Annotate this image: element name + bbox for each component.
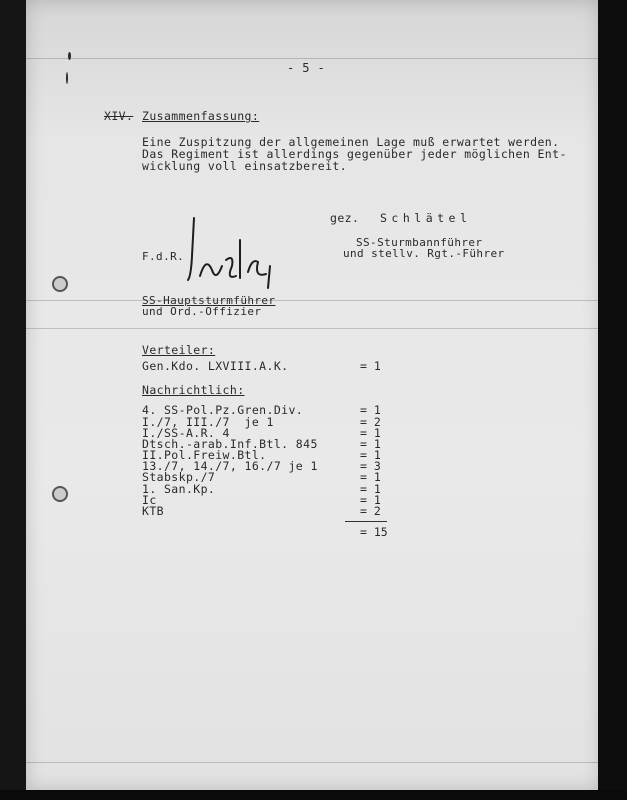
distribution-entry: 1. San.Kp. bbox=[142, 482, 216, 496]
distribution-entry: Stabskp./7 bbox=[142, 470, 216, 484]
body-line: wicklung voll einsatzbereit. bbox=[142, 159, 348, 173]
distribution-count: = 1 bbox=[360, 437, 381, 451]
section-title: Zusammenfassung: bbox=[142, 109, 260, 123]
fold-line bbox=[26, 58, 600, 59]
fold-line bbox=[26, 328, 600, 329]
punch-hole bbox=[52, 486, 68, 502]
verteiler-entry: Gen.Kdo. LXVIII.A.K. bbox=[142, 359, 289, 373]
ink-speck bbox=[68, 52, 71, 60]
distribution-entry: KTB bbox=[142, 504, 164, 518]
distribution-count: = 1 bbox=[360, 482, 381, 496]
sum-divider bbox=[345, 521, 387, 522]
body-line: Eine Zuspitzung der allgemeinen Lage muß erwartet werden. bbox=[142, 135, 560, 149]
ink-speck bbox=[66, 72, 68, 84]
scan-right-border bbox=[598, 0, 627, 800]
distribution-count: = 3 bbox=[360, 459, 381, 473]
body-line: Das Regiment ist allerdings gegenüber jeder möglichen Ent- bbox=[142, 147, 567, 161]
distribution-entry: II.Pol.Freiw.Btl. bbox=[142, 448, 267, 462]
page-number: - 5 - bbox=[287, 61, 326, 75]
nachrichtlich-heading: Nachrichtlich: bbox=[142, 383, 245, 397]
signatory-name: Schlätel bbox=[380, 211, 472, 225]
fdr-rank: SS-Hauptsturmführer bbox=[142, 294, 276, 307]
verteiler-heading: Verteiler: bbox=[142, 343, 216, 357]
signatory-rank: SS-Sturmbannführer bbox=[356, 236, 483, 249]
distribution-count: = 2 bbox=[360, 415, 381, 429]
distribution-entry: Dtsch.-arab.Inf.Btl. 845 bbox=[142, 437, 318, 451]
distribution-count: = 1 bbox=[360, 403, 381, 417]
fdr-role: und Ord.-Offizier bbox=[142, 305, 262, 318]
scan-bottom-border bbox=[0, 790, 627, 800]
distribution-count: = 1 bbox=[360, 426, 381, 440]
scan-left-border bbox=[0, 0, 26, 800]
distribution-entry: I./SS-A.R. 4 bbox=[142, 426, 230, 440]
fold-line bbox=[26, 300, 600, 301]
fold-line bbox=[26, 762, 600, 763]
distribution-entry: Ic bbox=[142, 493, 157, 507]
punch-hole bbox=[52, 276, 68, 292]
distribution-count: = 1 bbox=[360, 493, 381, 507]
verteiler-count: = 1 bbox=[360, 359, 381, 373]
section-numeral: XIV. bbox=[104, 109, 134, 123]
distribution-entry: 13./7, 14./7, 16./7 je 1 bbox=[142, 459, 318, 473]
distribution-entry: I./7, III./7 je 1 bbox=[142, 415, 274, 429]
distribution-count: = 2 bbox=[360, 504, 381, 518]
distribution-total: = 15 bbox=[360, 525, 388, 539]
fdr-label: F.d.R. bbox=[142, 250, 185, 263]
handwritten-signature bbox=[182, 214, 278, 292]
distribution-entry: 4. SS-Pol.Pz.Gren.Div. bbox=[142, 403, 304, 417]
distribution-count: = 1 bbox=[360, 470, 381, 484]
gez-label: gez. bbox=[330, 211, 360, 225]
distribution-count: = 1 bbox=[360, 448, 381, 462]
signatory-role: und stellv. Rgt.-Führer bbox=[343, 247, 505, 260]
